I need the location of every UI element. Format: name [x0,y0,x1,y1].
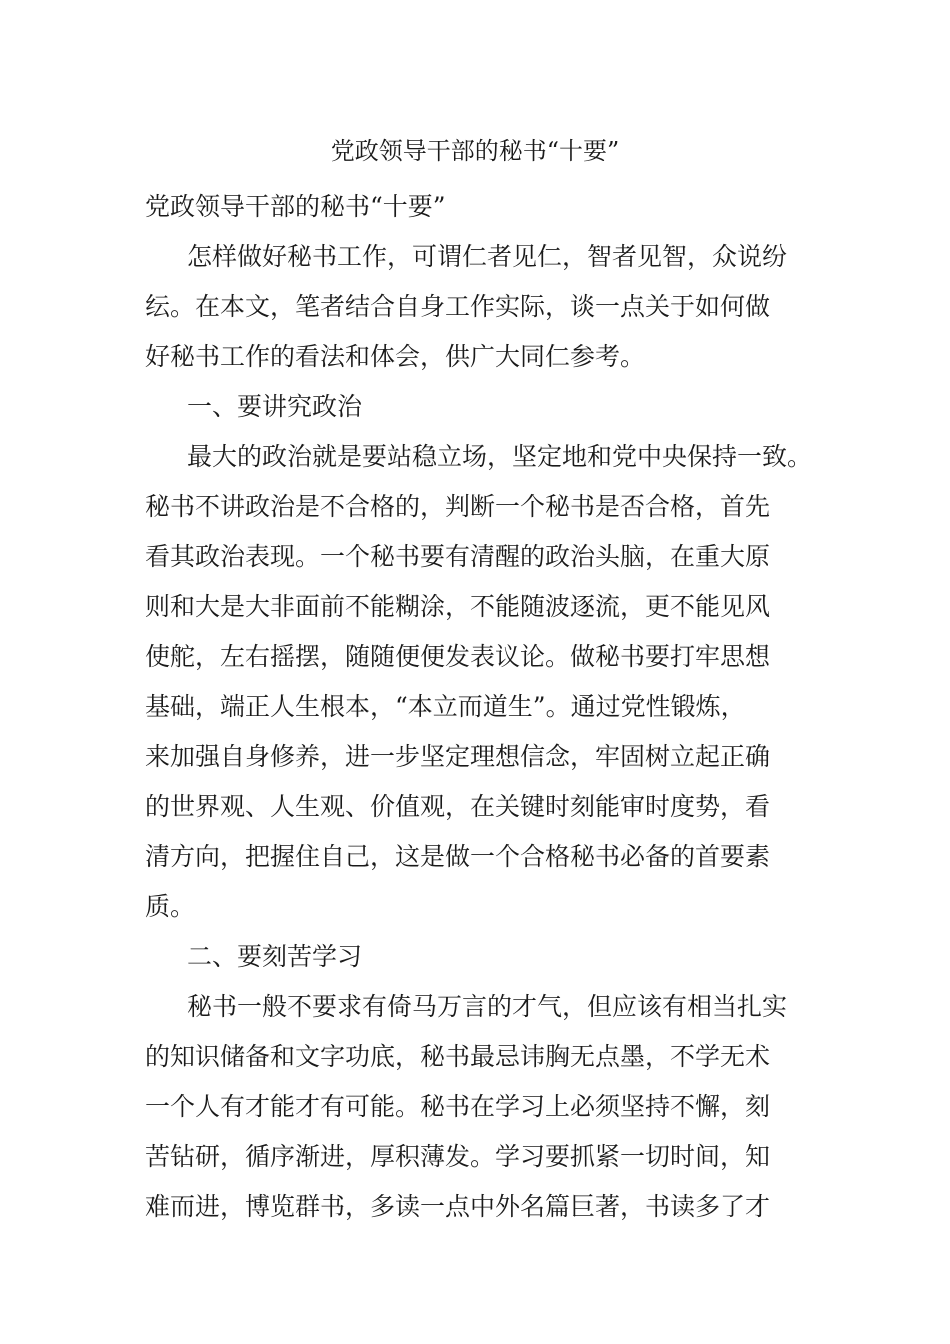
text-line: 则和大是大非面前不能糊涂，不能随波逐流，更不能见风 [145,592,771,621]
text-line: 基础，端正人生根本，“本立而道生”。通过党性锻炼， [145,692,746,721]
text-line: 好秘书工作的看法和体会，供广大同仁参考。 [145,342,646,371]
text-line: 党政领导干部的秘书“十要” [145,192,446,221]
text-line: 来加强自身修养，进一步坚定理想信念，牢固树立起正确 [145,742,771,771]
text-line: 最大的政治就是要站稳立场，坚定地和党中央保持一致。 [187,442,813,471]
text-line: 一、要讲究政治 [187,392,363,421]
text-line: 秘书不讲政治是不合格的，判断一个秘书是否合格，首先 [145,492,771,521]
text-line: 苦钻研，循序渐进，厚积薄发。学习要抓紧一切时间，知 [145,1142,771,1171]
text-line: 质。 [145,892,196,921]
document-title: 党政领导干部的秘书“十要” [330,137,620,165]
text-line: 一个人有才能才有可能。秘书在学习上必须坚持不懈，刻 [145,1092,771,1121]
text-line: 清方向，把握住自己，这是做一个合格秘书必备的首要素 [145,842,771,871]
document-body [145,182,815,1232]
text-line: 秘书一般不要求有倚马万言的才气，但应该有相当扎实 [187,992,788,1021]
text-line: 使舵，左右摇摆，随随便便发表议论。做秘书要打牢思想 [145,642,771,671]
text-line: 的世界观、人生观、价值观，在关键时刻能审时度势，看 [145,792,771,821]
text-line: 怎样做好秘书工作，可谓仁者见仁，智者见智，众说纷 [187,242,788,271]
text-line: 难而进，博览群书，多读一点中外名篇巨著，书读多了才 [145,1192,771,1221]
text-line: 看其政治表现。一个秘书要有清醒的政治头脑，在重大原 [145,542,771,571]
text-line: 的知识储备和文字功底，秘书最忌讳胸无点墨，不学无术 [145,1042,771,1071]
text-line: 纭。在本文，笔者结合自身工作实际，谈一点关于如何做 [145,292,771,321]
text-line: 二、要刻苦学习 [187,942,363,971]
